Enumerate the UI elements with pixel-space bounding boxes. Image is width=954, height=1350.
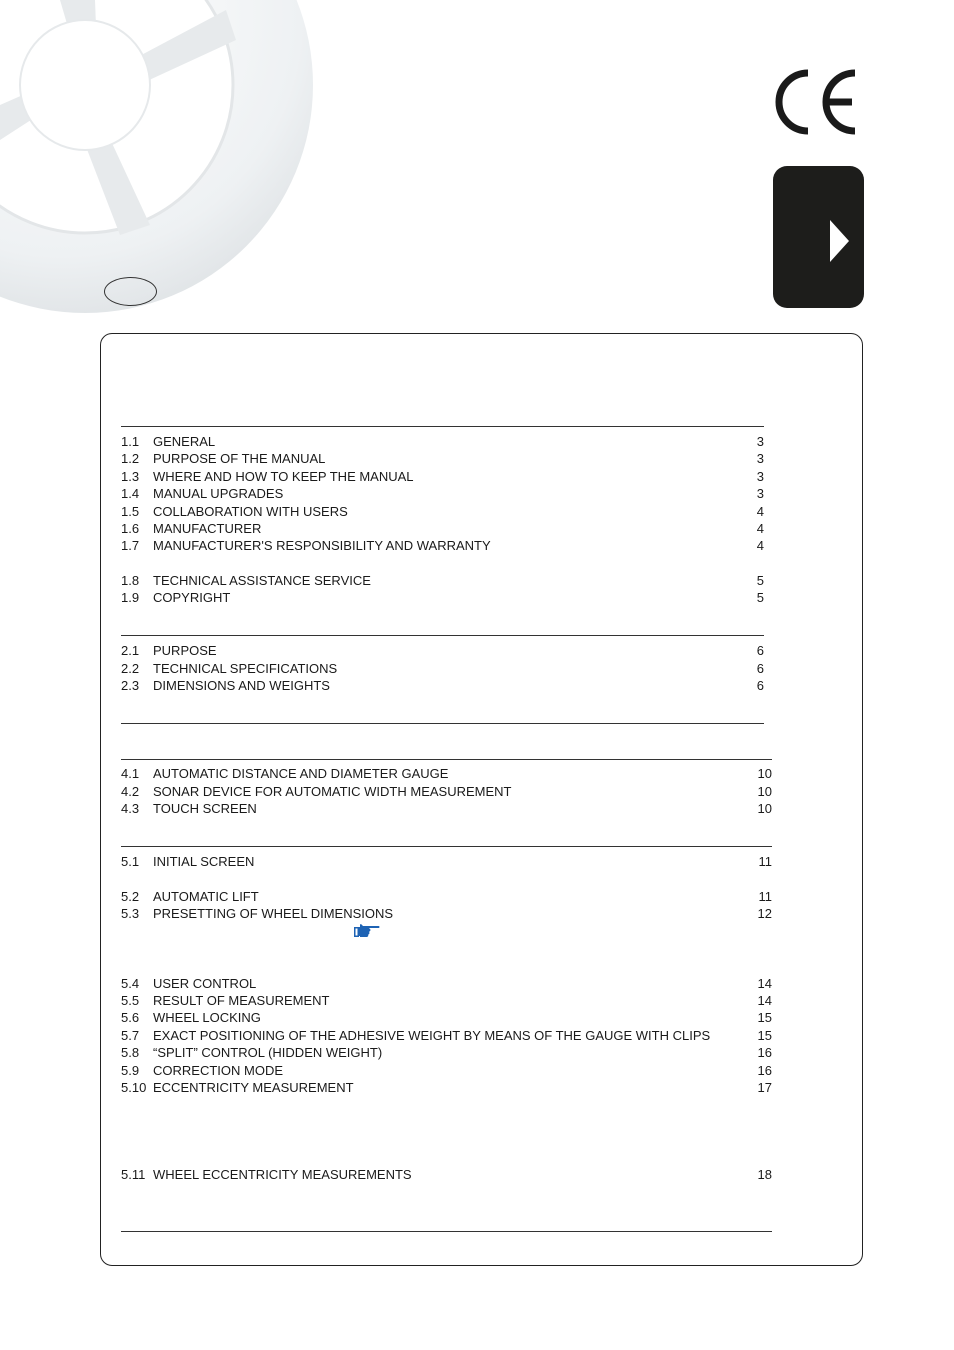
toc-number: 5.8 [121, 1045, 140, 1060]
toc-title: “SPLIT” CONTROL (HIDDEN WEIGHT) [153, 1045, 383, 1060]
toc-entry[interactable] [121, 1009, 772, 1026]
toc-title: COLLABORATION WITH USERS [153, 504, 348, 519]
toc-title: MANUFACTURER [153, 521, 262, 536]
toc-number: 5.10 [121, 1080, 147, 1095]
toc-title: PURPOSE OF THE MANUAL [153, 451, 326, 466]
toc-entry[interactable] [121, 433, 764, 450]
toc-number: 1.6 [121, 521, 140, 536]
toc-title: TECHNICAL ASSISTANCE SERVICE [153, 573, 371, 588]
toc-number: 1.3 [121, 469, 140, 484]
toc-page: 14 [757, 976, 772, 991]
toc-title: AUTOMATIC LIFT [153, 889, 259, 904]
toc-entry[interactable] [121, 765, 772, 782]
toc-number: 2.1 [121, 643, 140, 658]
toc-entry[interactable] [121, 485, 764, 502]
section-rule [121, 759, 772, 760]
toc-number: 4.3 [121, 801, 140, 816]
toc-number: 1.4 [121, 486, 140, 501]
toc-page: 3 [756, 486, 764, 501]
toc-title: COPYRIGHT [153, 590, 231, 605]
toc-page: 12 [757, 906, 772, 921]
toc-title: MANUAL UPGRADES [153, 486, 284, 501]
toc-page: 6 [756, 643, 764, 658]
toc-number: 1.7 [121, 538, 140, 553]
toc-title: EXACT POSITIONING OF THE ADHESIVE WEIGHT BY MEANS OF THE GAUGE WITH CLIPS [153, 1028, 711, 1043]
toc-page: 10 [757, 766, 772, 781]
toc-entry[interactable] [121, 1044, 772, 1061]
toc-title: GENERAL [153, 434, 216, 449]
toc-title: PURPOSE [153, 643, 217, 658]
toc-number: 5.5 [121, 993, 140, 1008]
section-rule [121, 846, 772, 847]
toc-entry[interactable] [121, 572, 764, 589]
toc-entry[interactable] [121, 888, 772, 905]
toc-page: 6 [756, 661, 764, 676]
toc-number: 5.3 [121, 906, 140, 921]
toc-page: 15 [757, 1028, 772, 1043]
toc-entry[interactable] [121, 992, 772, 1009]
toc-entry[interactable] [121, 468, 764, 485]
toc-entry[interactable] [121, 975, 772, 992]
toc-page: 17 [757, 1080, 772, 1095]
toc-page: 16 [757, 1045, 772, 1060]
toc-number: 5.1 [121, 854, 140, 869]
toc-entry[interactable] [121, 503, 764, 520]
toc-number: 1.1 [121, 434, 140, 449]
toc-number: 5.2 [121, 889, 140, 904]
toc-entry[interactable] [121, 1079, 772, 1096]
toc-number: 5.9 [121, 1063, 140, 1078]
toc-entry[interactable] [121, 537, 764, 554]
toc-title: DIMENSIONS AND WEIGHTS [153, 678, 330, 693]
toc-number: 5.7 [121, 1028, 140, 1043]
toc-number: 1.8 [121, 573, 140, 588]
toc-number: 1.2 [121, 451, 140, 466]
toc-title: ECCENTRICITY MEASUREMENT [153, 1080, 354, 1095]
section-rule [121, 426, 764, 427]
toc-title: MANUFACTURER'S RESPONSIBILITY AND WARRANTY [153, 538, 491, 553]
toc-number: 1.9 [121, 590, 140, 605]
toc-page: 4 [756, 504, 764, 519]
toc-entry[interactable] [121, 800, 772, 817]
toc-page: 5 [756, 573, 764, 588]
toc-page: 14 [757, 993, 772, 1008]
toc-title: CORRECTION MODE [153, 1063, 283, 1078]
toc-number: 1.5 [121, 504, 140, 519]
section-rule [121, 1231, 772, 1232]
toc-entry[interactable] [121, 1166, 772, 1183]
toc-title: RESULT OF MEASUREMENT [153, 993, 330, 1008]
toc-entry[interactable] [121, 1027, 772, 1044]
toc-number: 2.2 [121, 661, 140, 676]
toc-page: 18 [757, 1167, 772, 1182]
toc-page: 11 [758, 889, 772, 904]
toc-entry[interactable] [121, 660, 764, 677]
ce-mark-icon [774, 66, 860, 138]
toc-entry[interactable] [121, 905, 772, 922]
toc-title: SONAR DEVICE FOR AUTOMATIC WIDTH MEASUREMENT [153, 784, 512, 799]
wheel-graphic [0, 0, 320, 320]
toc-entry[interactable] [121, 520, 764, 537]
pointing-hand-icon [354, 923, 380, 939]
toc-page: 4 [756, 521, 764, 536]
toc-page: 15 [757, 1010, 772, 1025]
toc-title: INITIAL SCREEN [153, 854, 255, 869]
section-tab [773, 166, 864, 308]
toc-title: TOUCH SCREEN [153, 801, 257, 816]
toc-page: 6 [756, 678, 764, 693]
toc-entry[interactable] [121, 642, 764, 659]
toc-entry[interactable] [121, 853, 772, 870]
toc-title: WHEEL ECCENTRICITY MEASUREMENTS [153, 1167, 412, 1182]
toc-entry[interactable] [121, 450, 764, 467]
section-rule [121, 635, 764, 636]
toc-page: 3 [756, 434, 764, 449]
toc-page: 5 [756, 590, 764, 605]
toc-page: 10 [757, 801, 772, 816]
toc-number: 2.3 [121, 678, 140, 693]
toc-page: 11 [758, 854, 772, 869]
toc-page: 3 [756, 451, 764, 466]
toc-number: 5.6 [121, 1010, 140, 1025]
toc-entry[interactable] [121, 783, 772, 800]
toc-title: PRESETTING OF WHEEL DIMENSIONS [153, 906, 394, 921]
toc-entry[interactable] [121, 1062, 772, 1079]
toc-title: WHEEL LOCKING [153, 1010, 261, 1025]
section-rule [121, 723, 764, 724]
toc-number: 4.1 [121, 766, 140, 781]
toc-entry[interactable] [121, 677, 764, 694]
toc-page: 16 [757, 1063, 772, 1078]
toc-title: USER CONTROL [153, 976, 257, 991]
toc-entry[interactable] [121, 589, 764, 606]
arrow-right-icon [830, 220, 849, 262]
toc-number: 4.2 [121, 784, 140, 799]
toc-title: TECHNICAL SPECIFICATIONS [153, 661, 338, 676]
toc-page: 4 [756, 538, 764, 553]
toc-page: 10 [757, 784, 772, 799]
toc-title: AUTOMATIC DISTANCE AND DIAMETER GAUGE [153, 766, 449, 781]
toc-title: WHERE AND HOW TO KEEP THE MANUAL [153, 469, 414, 484]
toc-number: 5.11 [121, 1167, 146, 1182]
language-oval [104, 277, 157, 306]
toc-page: 3 [756, 469, 764, 484]
toc-number: 5.4 [121, 976, 140, 991]
